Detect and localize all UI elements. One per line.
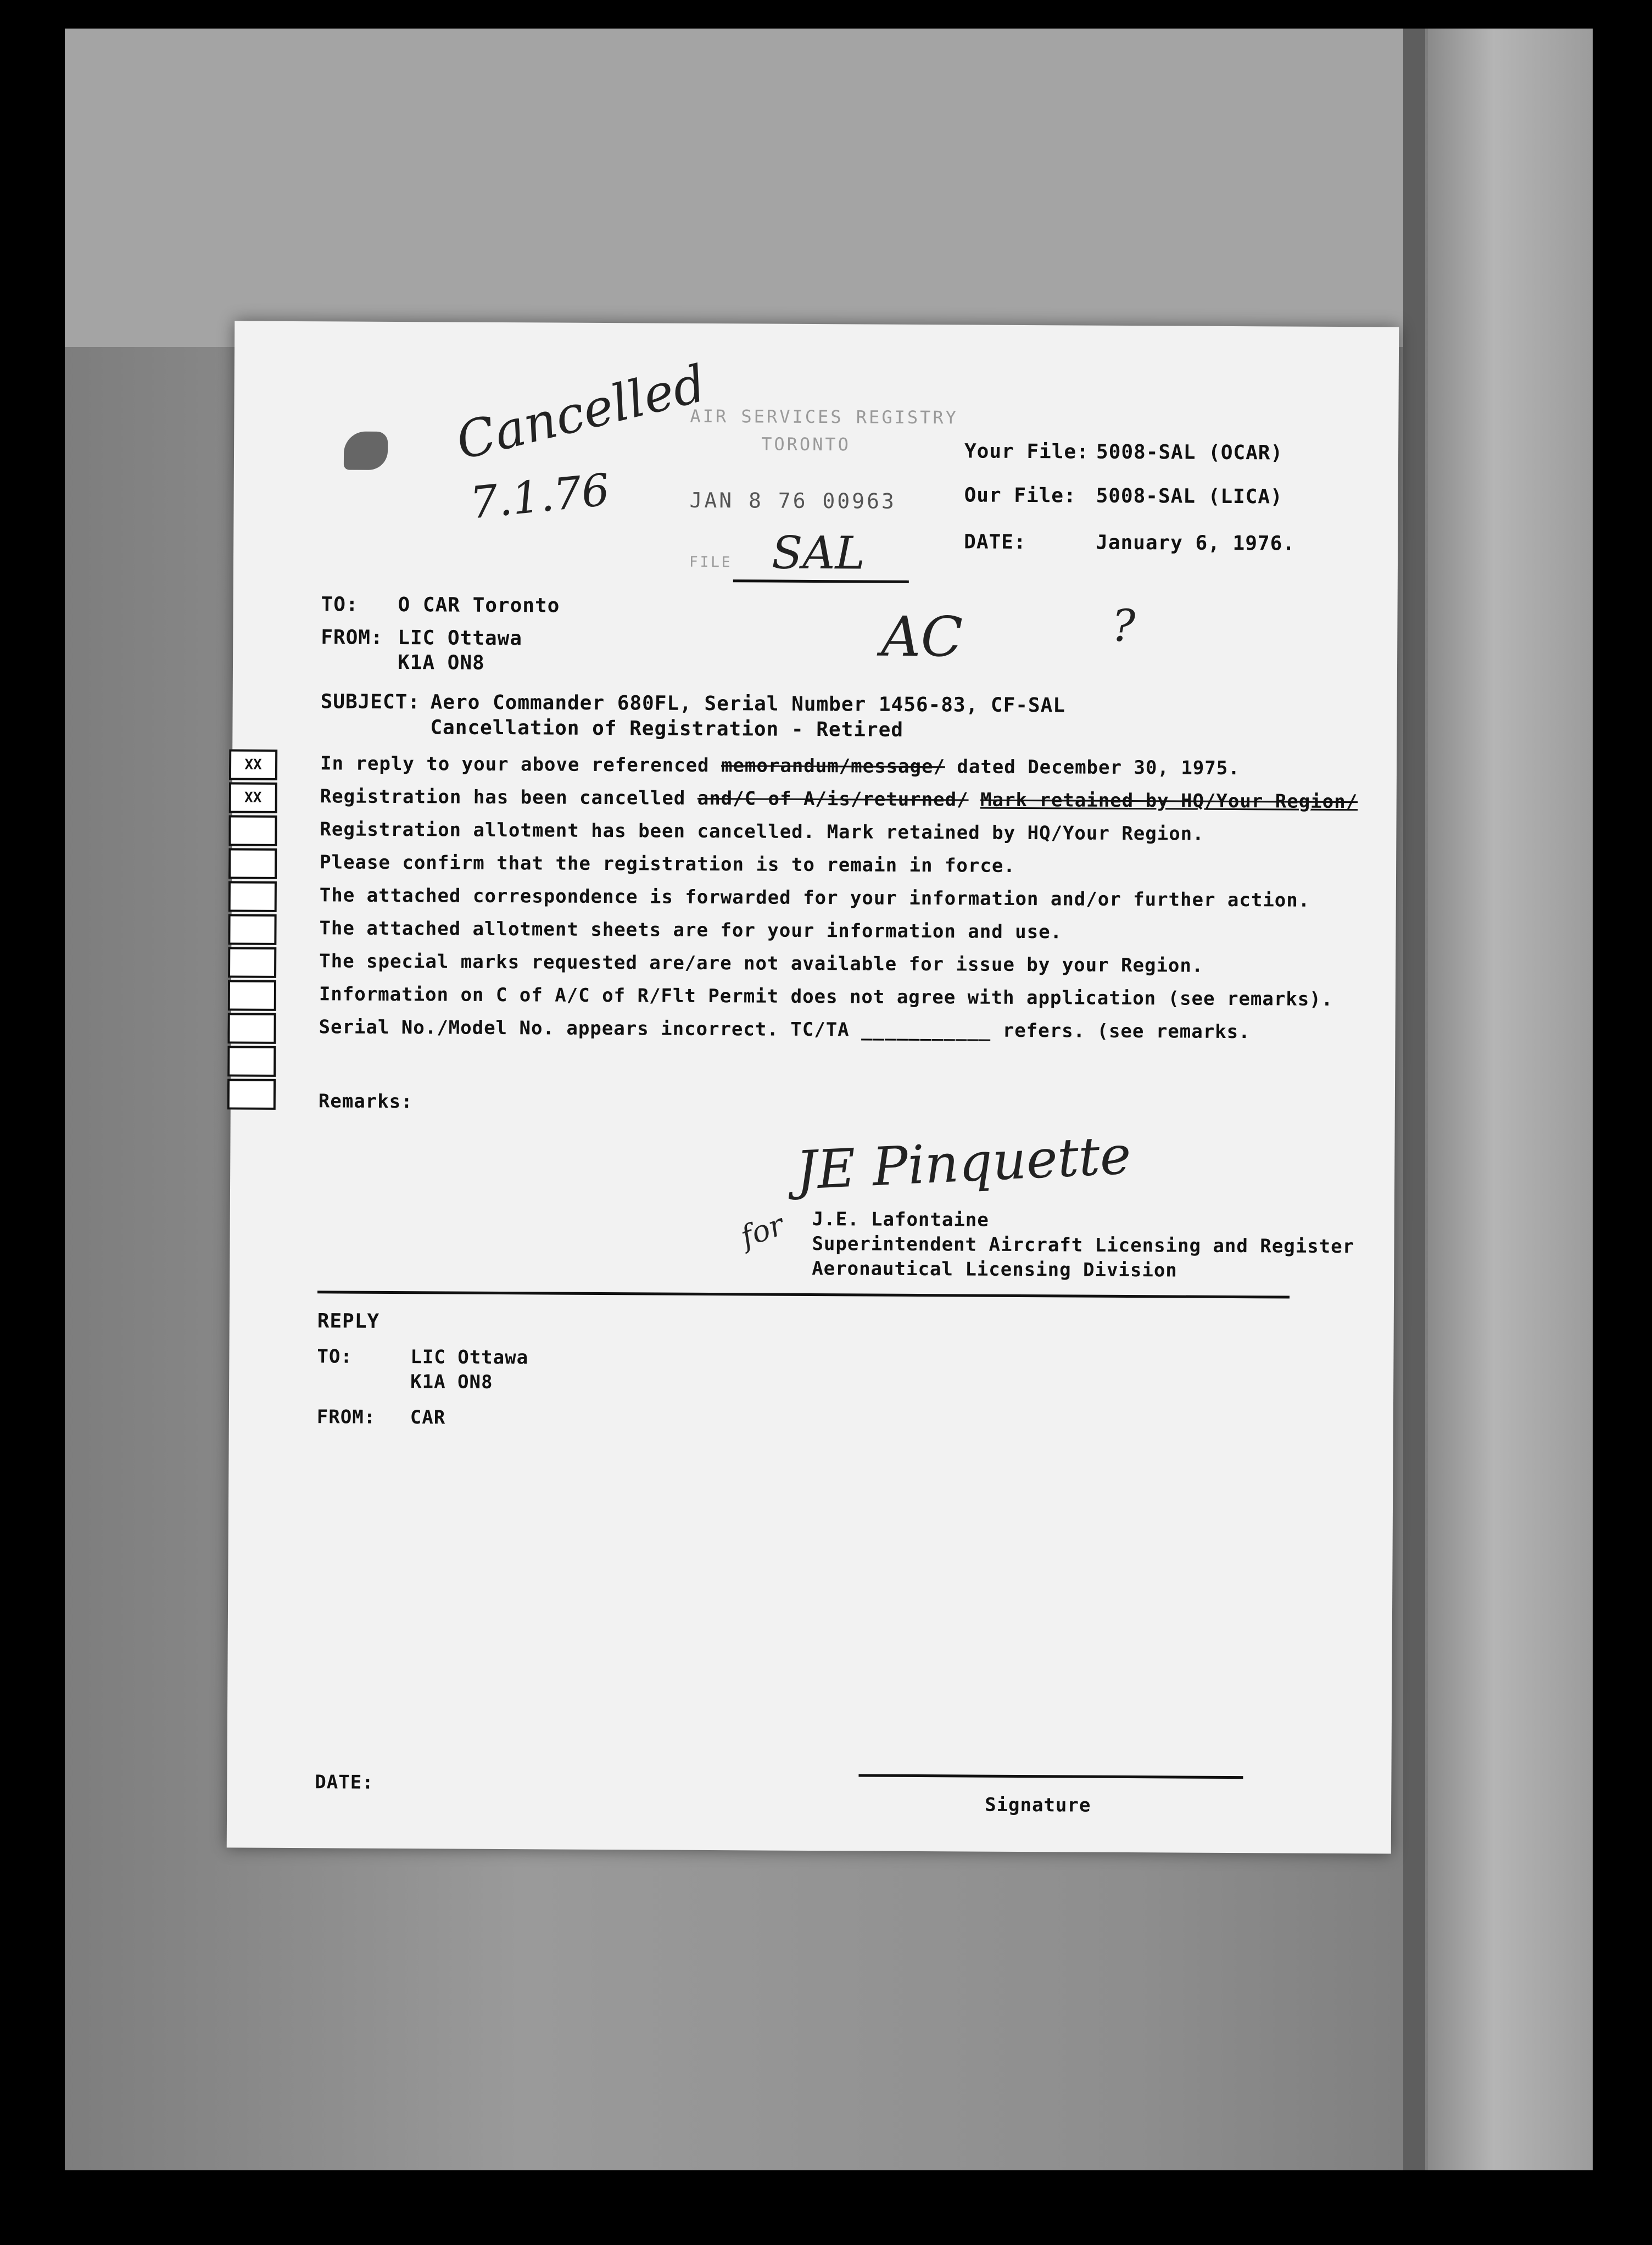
folder-binding-strip xyxy=(1428,29,1593,2170)
to-label: TO: xyxy=(321,593,359,616)
reply-to-label: TO: xyxy=(317,1345,353,1368)
signatory-name: J.E. Lafontaine xyxy=(812,1208,989,1231)
your-file-value: 5008-SAL (OCAR) xyxy=(1096,440,1283,465)
signature-label: Signature xyxy=(985,1794,1091,1817)
checklist-item-allotment-sheets: The attached allotment sheets are for your information and use. xyxy=(319,917,1063,943)
signatory-title-1: Superintendent Aircraft Licensing and Register xyxy=(812,1232,1355,1258)
checklist-item-allotment-cancelled: Registration allotment has been cancelled. Mark retained by HQ/Your Region. xyxy=(320,818,1204,845)
subject-label: SUBJECT: xyxy=(320,690,421,714)
checkbox-reply-ref: XX xyxy=(229,749,277,780)
checkbox-confirm-registration xyxy=(228,848,277,879)
checkbox-registration-cancelled: XX xyxy=(229,782,277,813)
folder-edge-shadow xyxy=(1403,29,1425,2170)
signatory-title-2: Aeronautical Licensing Division xyxy=(812,1257,1177,1282)
checkbox-allotment-cancelled xyxy=(228,815,277,846)
subject-line1: Aero Commander 680FL, Serial Number 1456-83, CF-SAL xyxy=(430,691,1066,717)
registry-stamp-date: JAN 8 76 00963 xyxy=(689,488,897,513)
checklist-item-serial-incorrect: Serial No./Model No. appears incorrect. TC/TA ___________ refers. (see remarks. xyxy=(319,1016,1251,1043)
handwritten-cancelled: Cancelled xyxy=(450,354,712,472)
checklist-item-confirm-registration: Please confirm that the registration is to remain in force. xyxy=(320,851,1015,877)
checkbox-info-mismatch xyxy=(228,980,276,1010)
folder-upper-panel xyxy=(65,29,1421,347)
memo-paper xyxy=(227,321,1399,1853)
registry-stamp-line1: AIR SERVICES REGISTRY xyxy=(690,405,959,428)
item-struck-text-2: Mark retained by HQ/Your Region/ xyxy=(980,789,1358,813)
handwritten-note-mark: ? xyxy=(1112,600,1136,652)
subject-line2: Cancellation of Registration - Retired xyxy=(430,716,904,741)
to-value: O CAR Toronto xyxy=(398,594,560,617)
registry-stamp-file-label: FILE xyxy=(689,554,733,571)
from-line1: LIC Ottawa xyxy=(398,627,523,650)
checkbox-blank-2 xyxy=(227,1079,276,1109)
reply-divider xyxy=(317,1291,1290,1298)
handwritten-signature: JE Pinquette xyxy=(794,1124,1132,1202)
signature-line xyxy=(858,1774,1243,1779)
punched-hole xyxy=(344,432,388,470)
reply-to-line2: K1A ON8 xyxy=(410,1371,493,1393)
item-text-tail: dated December 30, 1975. xyxy=(945,756,1240,780)
reply-date-label: DATE: xyxy=(315,1771,374,1794)
checklist-item-info-mismatch: Information on C of A/C of R/Flt Permit does not agree with application (see remarks). xyxy=(319,983,1333,1010)
date-label: DATE: xyxy=(964,530,1026,554)
item-struck-text: memorandum/message/ xyxy=(721,755,946,778)
from-label: FROM: xyxy=(321,626,383,649)
handwritten-cancel-date: 7.1.76 xyxy=(467,463,612,529)
item-struck-text: and/C of A/is/returned/ xyxy=(697,787,969,811)
checkbox-blank-1 xyxy=(227,1046,276,1076)
registry-stamp-line2: TORONTO xyxy=(761,433,851,455)
file-ref-underline xyxy=(733,579,909,583)
handwritten-note: AC xyxy=(880,604,963,669)
handwritten-for-mark: for xyxy=(736,1207,789,1254)
item-text-tail xyxy=(968,789,980,811)
reply-heading: REPLY xyxy=(317,1310,380,1333)
checkbox-special-marks xyxy=(228,947,276,978)
reply-from-label: FROM: xyxy=(316,1406,376,1428)
reply-from-value: CAR xyxy=(410,1406,446,1429)
remarks-label: Remarks: xyxy=(318,1090,413,1113)
our-file-label: Our File: xyxy=(964,484,1076,507)
checkbox-serial-incorrect xyxy=(227,1013,276,1043)
reply-to-line1: LIC Ottawa xyxy=(410,1346,529,1369)
from-line2: K1A ON8 xyxy=(397,651,485,674)
handwritten-file-ref: SAL xyxy=(771,527,866,580)
checklist-item-special-marks: The special marks requested are/are not available for issue by your Region. xyxy=(319,950,1204,977)
checklist-item-registration-cancelled xyxy=(320,785,1358,813)
checklist-item-reply-ref xyxy=(320,752,1240,779)
checklist-item-correspondence: The attached correspondence is forwarded for your information and/or further action. xyxy=(319,884,1310,912)
checkbox-allotment-sheets xyxy=(228,914,276,945)
date-value: January 6, 1976. xyxy=(1096,531,1296,555)
item-text: In reply to your above referenced xyxy=(320,752,722,777)
item-text: Registration has been cancelled xyxy=(320,785,697,809)
checkbox-correspondence xyxy=(228,881,277,912)
our-file-value: 5008-SAL (LICA) xyxy=(1096,484,1283,509)
your-file-label: Your File: xyxy=(964,440,1089,463)
